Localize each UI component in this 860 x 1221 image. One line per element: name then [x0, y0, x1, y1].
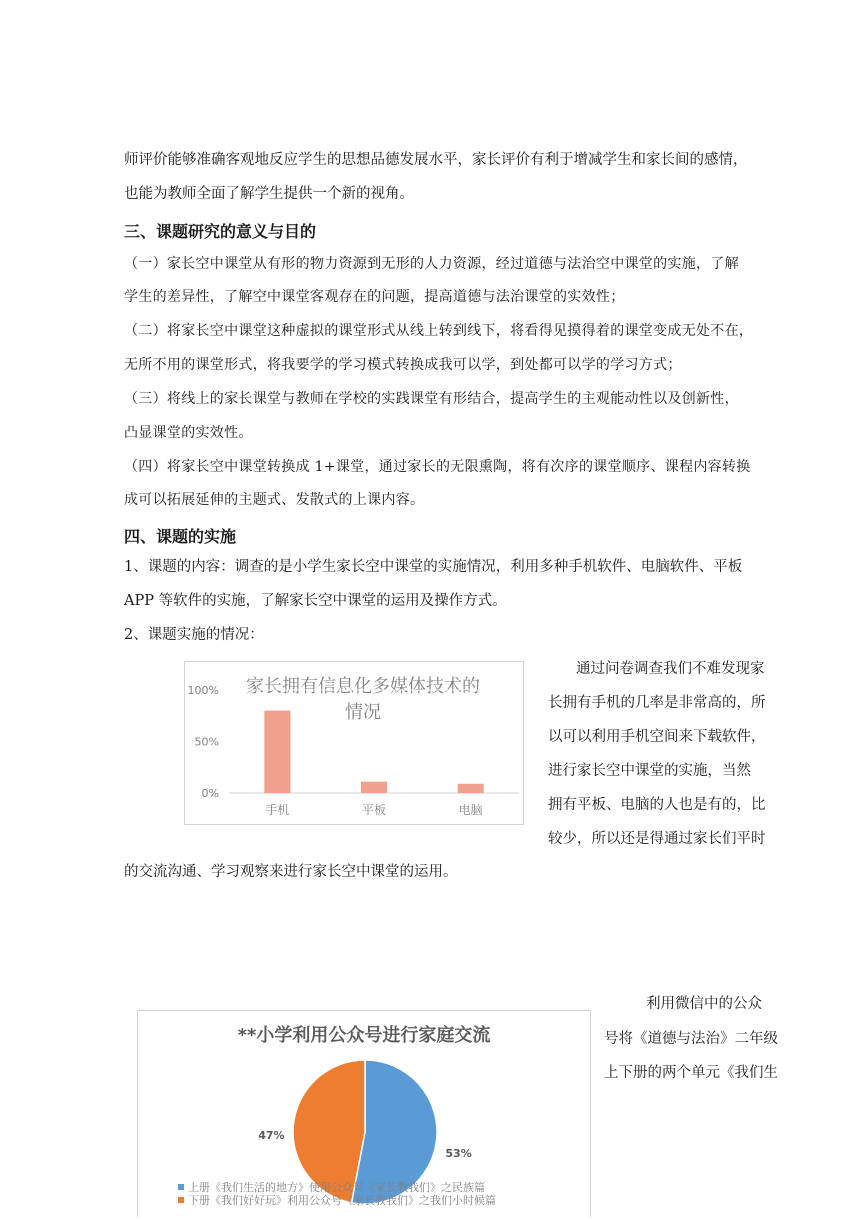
- section-heading: 四、课题的实施: [124, 527, 237, 546]
- bar-chart-title-line-2: 情况: [345, 702, 381, 723]
- list-item: 凸显课堂的实效性。: [124, 425, 253, 441]
- pie-value-label: 53%: [445, 1146, 472, 1160]
- side-text-line: 以可以利用手机空间来下载软件，: [548, 729, 766, 745]
- list-item: 成可以拓展延伸的主题式、发散式的上课内容。: [124, 492, 425, 508]
- side-text-line: 较少，所以还是得通过家长们平时: [548, 831, 766, 847]
- side-text-line: 通过问卷调查我们不难发现家: [576, 661, 765, 677]
- bar-chart: [184, 661, 524, 825]
- paragraph-line: 的交流沟通、学习观察来进行家长空中课堂的运用。: [124, 864, 458, 880]
- list-item: 学生的差异性，了解空中课堂客观存在的问题，提高道德与法治课堂的实效性；: [124, 289, 625, 305]
- side-text-line: 长拥有手机的几率是非常高的，所: [548, 695, 766, 711]
- paragraph-line: APP 等软件的实施，了解家长空中课堂的运用及操作方式。: [124, 593, 507, 609]
- list-item: （四）将家长空中课堂转换成 1+课堂，通过家长的无限熏陶，将有次序的课堂顺序、课程内容转换: [124, 459, 751, 475]
- x-tick-label: 平板: [361, 803, 387, 817]
- paragraph-line: 也能为教师全面了解学生提供一个新的视角。: [124, 186, 414, 202]
- legend-swatch: [178, 1197, 184, 1203]
- paragraph-line: 2、课题实施的情况：: [124, 627, 264, 643]
- y-tick-label: 0%: [201, 787, 219, 800]
- side-text-line: 上下册的两个单元《我们生: [604, 1065, 778, 1081]
- side-text-line: 拥有平板、电脑的人也是有的，比: [548, 797, 766, 813]
- side-text-line: 进行家长空中课堂的实施，当然: [548, 763, 751, 779]
- bar-chart-title-line-1: 家长拥有信息化多媒体技术的: [246, 676, 480, 697]
- pie-chart: [137, 1010, 591, 1217]
- legend-swatch: [178, 1184, 184, 1190]
- side-text-line: 利用微信中的公众: [646, 996, 762, 1012]
- paragraph-line: 1、课题的内容：调查的是小学生家长空中课堂的实施情况，利用多种手机软件、电脑软件、平板: [124, 559, 743, 575]
- list-item: （三）将线上的家长课堂与教师在学校的实践课堂有形结合，提高学生的主观能动性以及创新性，: [124, 391, 739, 407]
- bar: [361, 782, 387, 793]
- list-item: （二）将家长空中课堂这种虚拟的课堂形式从线上转到线下，将看得见摸得着的课堂变成无处不在，: [124, 323, 754, 339]
- bar-chart-svg: [185, 662, 523, 824]
- pie-chart-title: **小学利用公众号进行家庭交流: [237, 1025, 491, 1046]
- list-item: 无所不用的课堂形式，将我要学的学习模式转换成我可以学，到处都可以学的学习方式；: [124, 357, 682, 373]
- section-heading: 三、课题研究的意义与目的: [124, 222, 317, 241]
- list-item: （一）家长空中课堂从有形的物力资源到无形的人力资源，经过道德与法治空中课堂的实施，了解: [124, 256, 739, 272]
- paragraph-line: 师评价能够准确客观地反应学生的思想品德发展水平，家长评价有利于增减学生和家长间的感情，: [124, 152, 748, 168]
- legend-label: 上册《我们生活的地方》使用公众号《家长教我们》之民族篇: [188, 1181, 485, 1194]
- bar: [264, 711, 290, 793]
- y-tick-label: 100%: [187, 684, 219, 697]
- pie-chart-svg: [138, 1011, 590, 1217]
- legend-label: 下册《我们好好玩》利用公众号《家长教我们》之我们小时候篇: [188, 1194, 496, 1207]
- pie-value-label: 47%: [258, 1129, 285, 1143]
- side-text-line: 号将《道德与法治》二年级: [604, 1031, 778, 1047]
- x-tick-label: 电脑: [458, 803, 483, 817]
- bar: [458, 784, 484, 793]
- y-tick-label: 50%: [194, 735, 219, 749]
- x-tick-label: 手机: [265, 803, 290, 817]
